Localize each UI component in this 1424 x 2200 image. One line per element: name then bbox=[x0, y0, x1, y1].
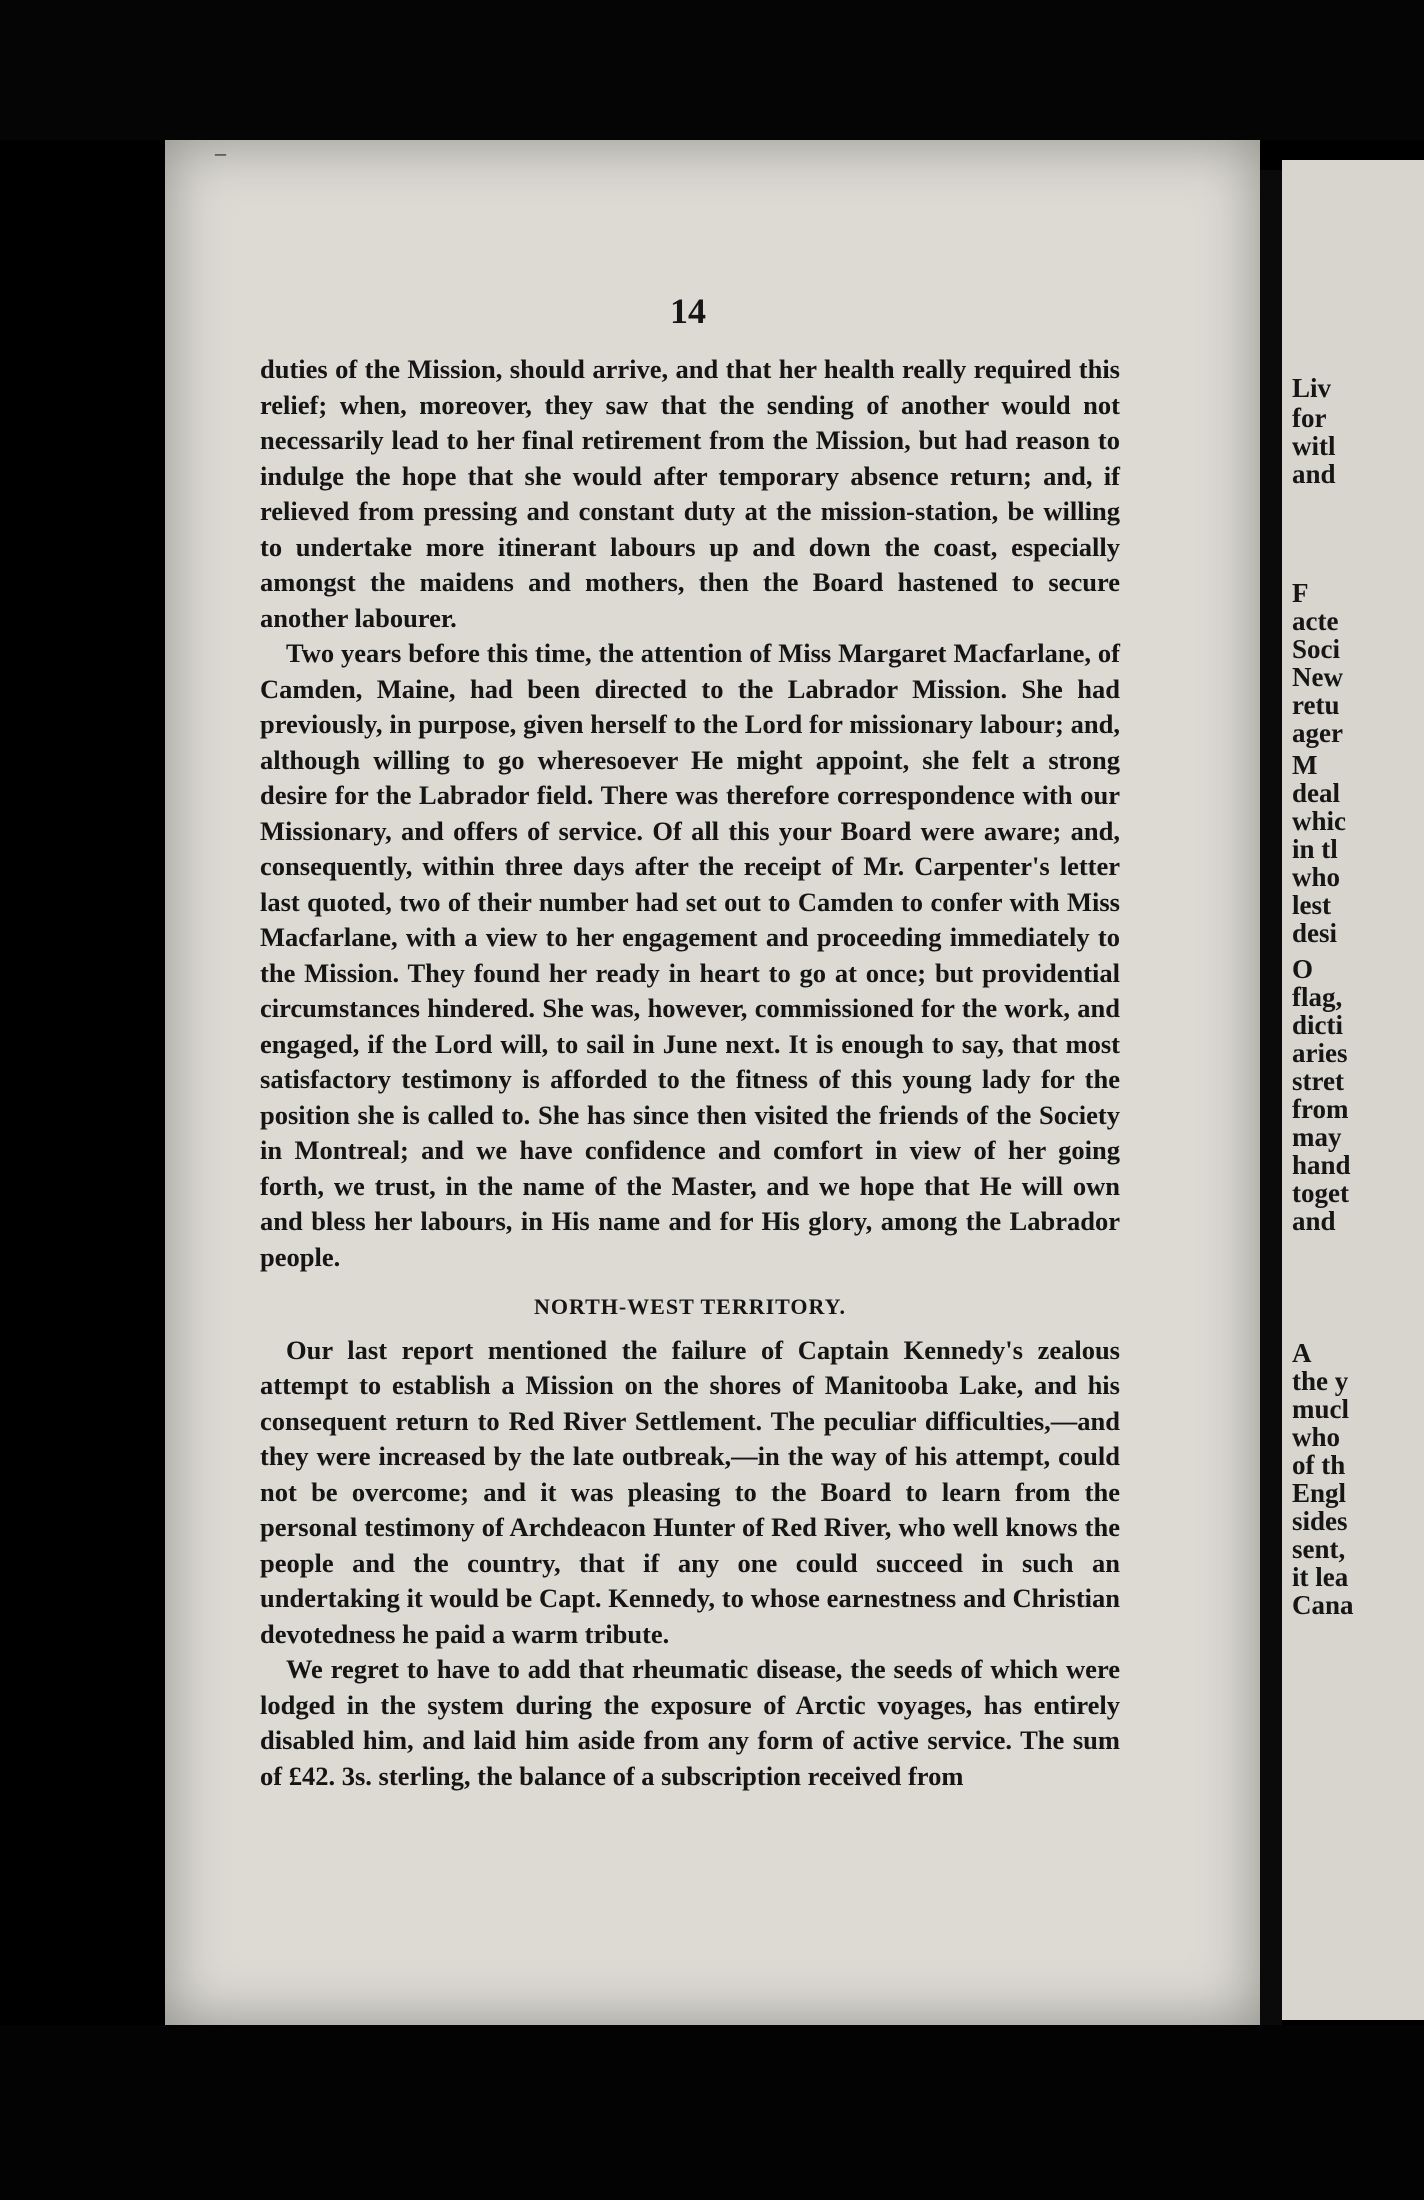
facing-page-text: and bbox=[1292, 1206, 1336, 1236]
facing-page-text: from bbox=[1292, 1094, 1349, 1124]
facing-page-text: aries bbox=[1292, 1038, 1348, 1068]
facing-page-text: retu bbox=[1292, 690, 1340, 720]
facing-page-text: sent, bbox=[1292, 1534, 1346, 1564]
facing-page-text: lest bbox=[1292, 890, 1331, 920]
film-edge-top bbox=[0, 0, 1424, 140]
facing-page-text: it lea bbox=[1292, 1562, 1349, 1592]
facing-page-text: Cana bbox=[1292, 1590, 1354, 1620]
facing-page-text: toget bbox=[1292, 1178, 1349, 1208]
ink-mark: – bbox=[215, 140, 226, 165]
facing-page-text: witl bbox=[1292, 431, 1336, 461]
facing-page-text: may bbox=[1292, 1122, 1342, 1152]
facing-page-text: desi bbox=[1292, 918, 1338, 948]
facing-page-text: who bbox=[1292, 1422, 1341, 1452]
paragraph-mission-duties: duties of the Mission, should arrive, and that her health really required this relief; when, moreover, they saw that the sending of another would not necessarily lead to her final retirement from the Mission, but had reason to indulge the hope that she would after temporary absence return; and, if relieved from pressing and constant duty at the mission-station, be willing to undertake more itinerant labours up and down the coast, especially amongst the maidens and mothers, then the Board hastened to secure another labourer. bbox=[260, 354, 1120, 633]
facing-page-text: who bbox=[1292, 862, 1341, 892]
facing-page-text: deal bbox=[1292, 778, 1341, 808]
facing-page-text: F bbox=[1292, 578, 1309, 608]
film-edge-bottom bbox=[0, 2025, 1424, 2200]
facing-page-text: Liv bbox=[1292, 373, 1332, 403]
facing-page-text: in tl bbox=[1292, 834, 1338, 864]
facing-page-text: Soci bbox=[1292, 634, 1341, 664]
facing-page-text: the y bbox=[1292, 1366, 1349, 1396]
page-number: 14 bbox=[670, 291, 706, 331]
facing-page-text: New bbox=[1292, 662, 1343, 692]
facing-page-text: ager bbox=[1292, 718, 1343, 748]
paragraph-rheumatic: We regret to have to add that rheumatic disease, the seeds of which were lodged in the system during the exposure of Arctic voyages, has entirely disabled him, and laid him aside from any form of active service. The sum of £42. 3s. sterling, the balance of a subscription received from bbox=[260, 1654, 1120, 1791]
facing-page-text: stret bbox=[1292, 1066, 1344, 1096]
paragraph-macfarlane: Two years before this time, the attention of Miss Margaret Macfarlane, of Camden, Maine, had been directed to the Labrador Mission. She had previously, in purpose, given herself to the Lord for missionary labour; and, although willing to go wheresoever He might appoint, she felt a strong desire for the Labrador field. There was therefore correspondence with our Missionary, and offers of service. Of all this your Board were aware; and, consequently, within three days after the receipt of Mr. Carpenter's letter last quoted, two of their number had set out to Camden to confer with Miss Macfarlane, with a view to her engagement and proceeding immediately to the Mission. They found her ready in heart to go at once; but providential circumstances hindered. She was, however, commissioned for the work, and engaged, if the Lord will, to sail in June next. It is enough to say, that most satisfactory testimony is afforded to the fitness of this young lady for the position she is called to. She has since then visited the friends of the Society in Montreal; and we have confidence and comfort in view of her going forth, we trust, in the name of the Master, and we hope that He will own and bless her labours, in His name and for His glory, among the Labrador people. bbox=[260, 638, 1120, 1272]
book-page bbox=[165, 140, 1260, 2025]
facing-page-text: acte bbox=[1292, 606, 1339, 636]
facing-page-text: whic bbox=[1292, 806, 1346, 836]
facing-page-text: sides bbox=[1292, 1506, 1348, 1536]
facing-page-text: O bbox=[1292, 954, 1314, 984]
facing-page-text: dicti bbox=[1292, 1010, 1343, 1040]
facing-page-text: Engl bbox=[1292, 1478, 1347, 1508]
facing-page-text: A bbox=[1292, 1338, 1312, 1368]
facing-page-text: M bbox=[1292, 750, 1318, 780]
facing-page-text: mucl bbox=[1292, 1394, 1349, 1424]
page-gutter bbox=[1260, 170, 1282, 2025]
facing-page-text: and bbox=[1292, 459, 1336, 489]
paragraph-kennedy: Our last report mentioned the failure of Captain Kennedy's zealous attempt to establish a Mission on the shores of Manitooba Lake, and his consequent return to Red River Settlement. The peculiar difficulties,—and they were increased by the late outbreak,—in the way of his attempt, could not be overcome; and it was pleasing to the Board to learn from the personal testimony of Archdeacon Hunter of Red River, who well knows the people and the country, that if any one could succeed in such an undertaking it would be Capt. Kennedy, to whose earnestness and Christian devotedness he paid a warm tribute. bbox=[260, 1334, 1120, 1649]
section-heading: NORTH-WEST TERRITORY. bbox=[533, 1294, 847, 1319]
facing-page-fragment bbox=[1282, 160, 1424, 2020]
facing-page-text: of th bbox=[1292, 1450, 1346, 1480]
facing-page-text: for bbox=[1292, 403, 1327, 433]
page-body bbox=[260, 352, 1120, 1794]
facing-page-text: flag, bbox=[1292, 982, 1343, 1012]
facing-page-text: hand bbox=[1292, 1150, 1351, 1180]
